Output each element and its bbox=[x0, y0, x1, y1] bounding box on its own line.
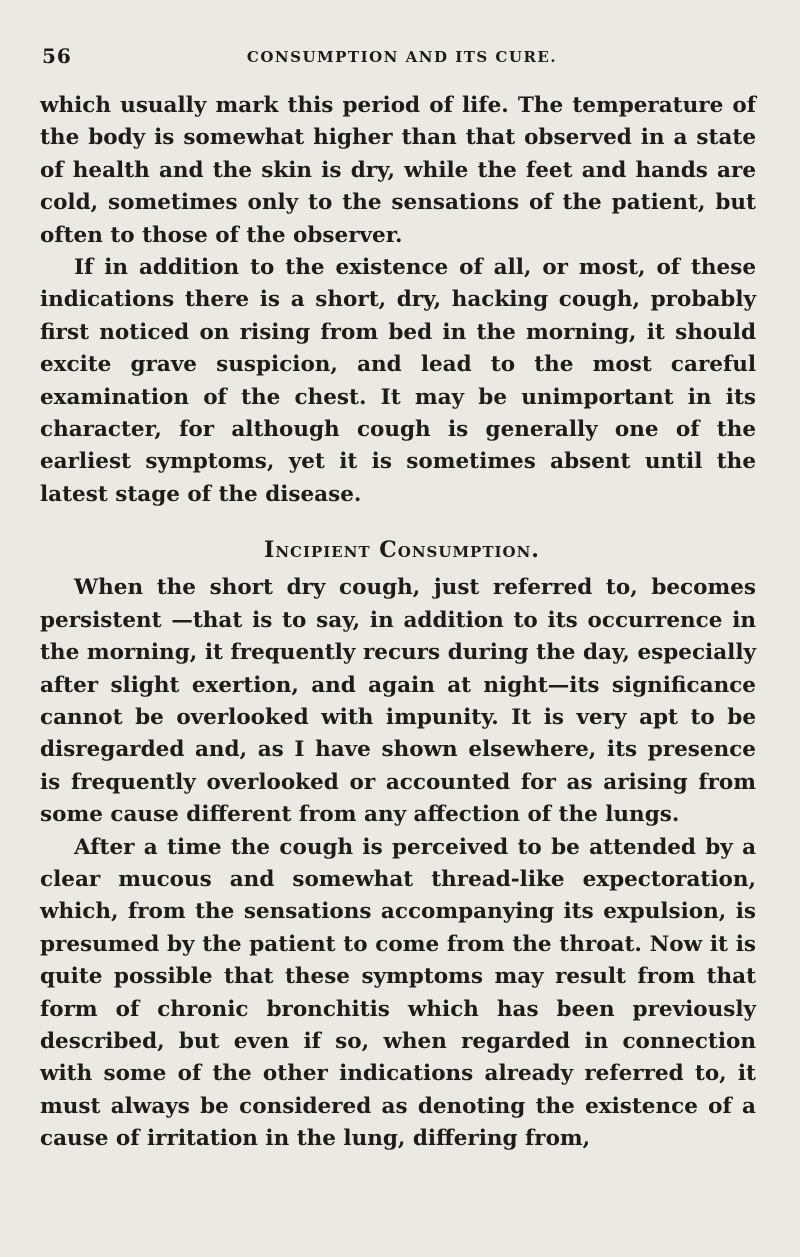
section-heading: Incipient Consumption. bbox=[264, 537, 540, 564]
running-head bbox=[40, 44, 764, 84]
running-title: CONSUMPTION AND ITS CURE. bbox=[246, 48, 558, 66]
paragraph-continuation: which usually mark this period of life. The temperature of the body is somewhat higher than that observed in a state of health and the skin is dry, while the feet and hands are cold, sometimes only to the sensations of the patient, but often to those of the observer. bbox=[40, 93, 756, 248]
paragraph-persistent-cough: When the short dry cough, just referred to, becomes persistent —that is to say, in addition to its occurrence in the morning, it frequently recurs during the day, especially after slight exertion, and again at night—its significance cannot be overlooked with impunity. It is very apt to be disregarded and, as I have shown elsewhere, its presence is frequently overlooked or accounted for as arising from some cause different from any affection of the lungs. bbox=[40, 575, 756, 828]
page-number: 56 bbox=[42, 44, 72, 68]
paragraph-cough-suspicion: If in addition to the existence of all, or most, of these indications there is a short, dry, hacking cough, probably first noticed on rising from bed in the morning, it should excite grave suspicion, and lead to the most careful examination of the chest. It may be unimportant in its character, for although cough is generally one of the earliest symptoms, yet it is sometimes absent until the latest stage of the disease. bbox=[40, 255, 756, 507]
paragraph-expectoration: After a time the cough is perceived to be attended by a clear mucous and somewhat thread-like expectoration, which, from the sensations accompanying its expulsion, is presumed by the patient to come from the throat. Now it is quite possible that these symptoms may result from that form of chronic bronchitis which has been previously described, but even if so, when regarded in connection with some of the other indications already referred to, it must always be considered as denoting the existence of a cause of irritation in the lung, differing from, bbox=[40, 834, 756, 1152]
